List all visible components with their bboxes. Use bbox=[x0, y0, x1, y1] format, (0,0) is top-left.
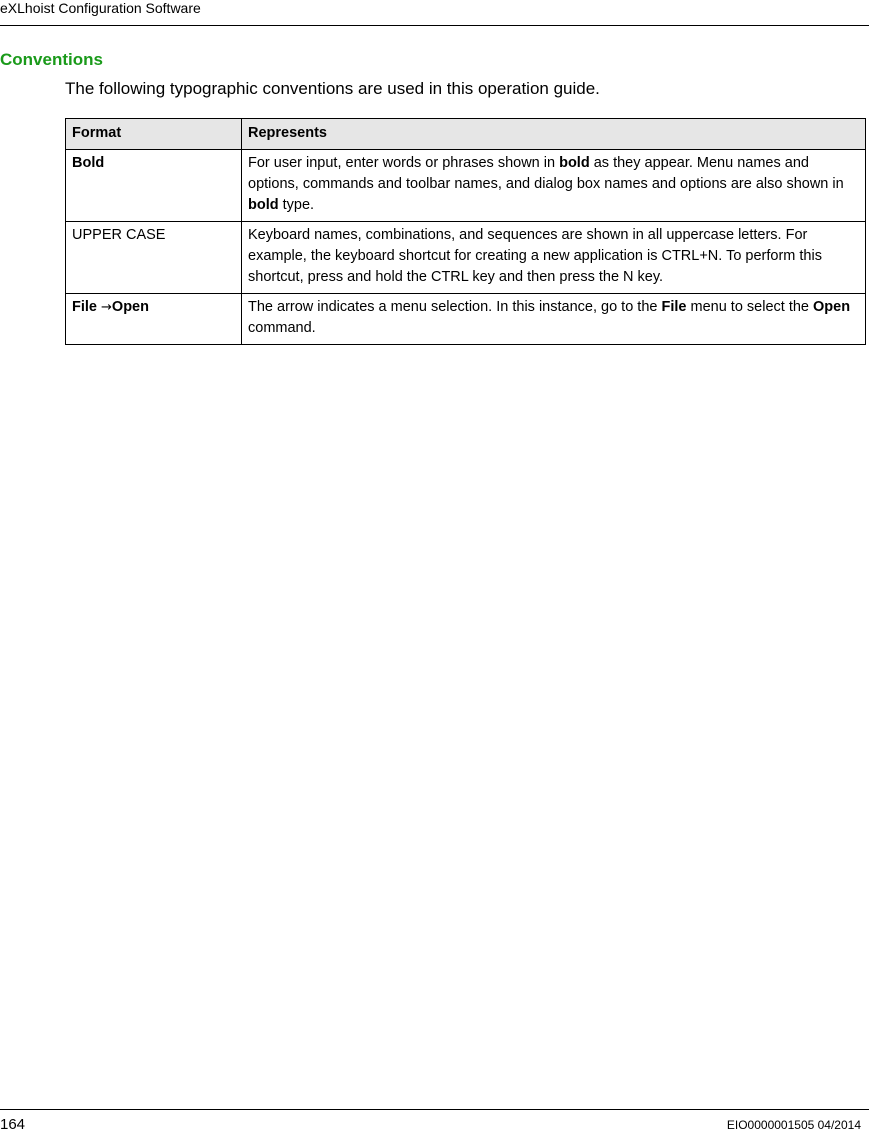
bold-text: bold bbox=[248, 197, 279, 213]
format-file-text: File bbox=[72, 299, 97, 315]
format-cell-bold: Bold bbox=[66, 150, 242, 222]
text-run: The arrow indicates a menu selection. In this instance, go to the bbox=[248, 299, 662, 315]
text-run: Keyboard names, combinations, and sequences are shown in all uppercase letters. For example, the keyboard shortcut for creating a new application is CTRL+N. To perform this shortcut, press and hold the CTRL key and then press the N key. bbox=[248, 227, 822, 285]
column-header-format: Format bbox=[66, 119, 242, 150]
bold-text: Open bbox=[813, 299, 851, 315]
arrow-right-icon: → bbox=[101, 300, 112, 315]
table-row bbox=[66, 222, 866, 294]
running-header-title: eXLhoist Configuration Software bbox=[0, 0, 201, 16]
format-open-text: Open bbox=[111, 299, 149, 315]
bold-text: bold bbox=[559, 155, 590, 171]
table-row bbox=[66, 294, 866, 345]
footer-rule bbox=[0, 1109, 869, 1110]
page-number: 164 bbox=[0, 1116, 26, 1133]
text-run: menu to select the bbox=[686, 299, 814, 315]
text-run: command. bbox=[248, 320, 316, 336]
represents-cell bbox=[242, 150, 866, 222]
column-header-represents: Represents bbox=[242, 119, 866, 150]
represents-cell bbox=[242, 294, 866, 345]
text-run: as they appear. Menu names and options, commands and toolbar names, and dialog box names and options are also shown in bbox=[248, 155, 844, 192]
document-code: EIO0000001505 04/2014 bbox=[726, 1118, 861, 1132]
format-cell-upper-case: UPPER CASE bbox=[66, 222, 242, 294]
table-row bbox=[66, 150, 866, 222]
bold-text: File bbox=[661, 299, 687, 315]
section-heading: Conventions bbox=[0, 50, 103, 69]
header-rule bbox=[0, 25, 869, 26]
table-header-row bbox=[66, 119, 866, 150]
represents-cell bbox=[242, 222, 866, 294]
format-cell-menu-selection bbox=[66, 294, 242, 345]
conventions-table bbox=[65, 118, 866, 345]
text-run: type. bbox=[278, 197, 315, 213]
intro-paragraph: The following typographic conventions are used in this operation guide. bbox=[65, 79, 600, 98]
text-run: For user input, enter words or phrases shown in bbox=[248, 155, 560, 171]
